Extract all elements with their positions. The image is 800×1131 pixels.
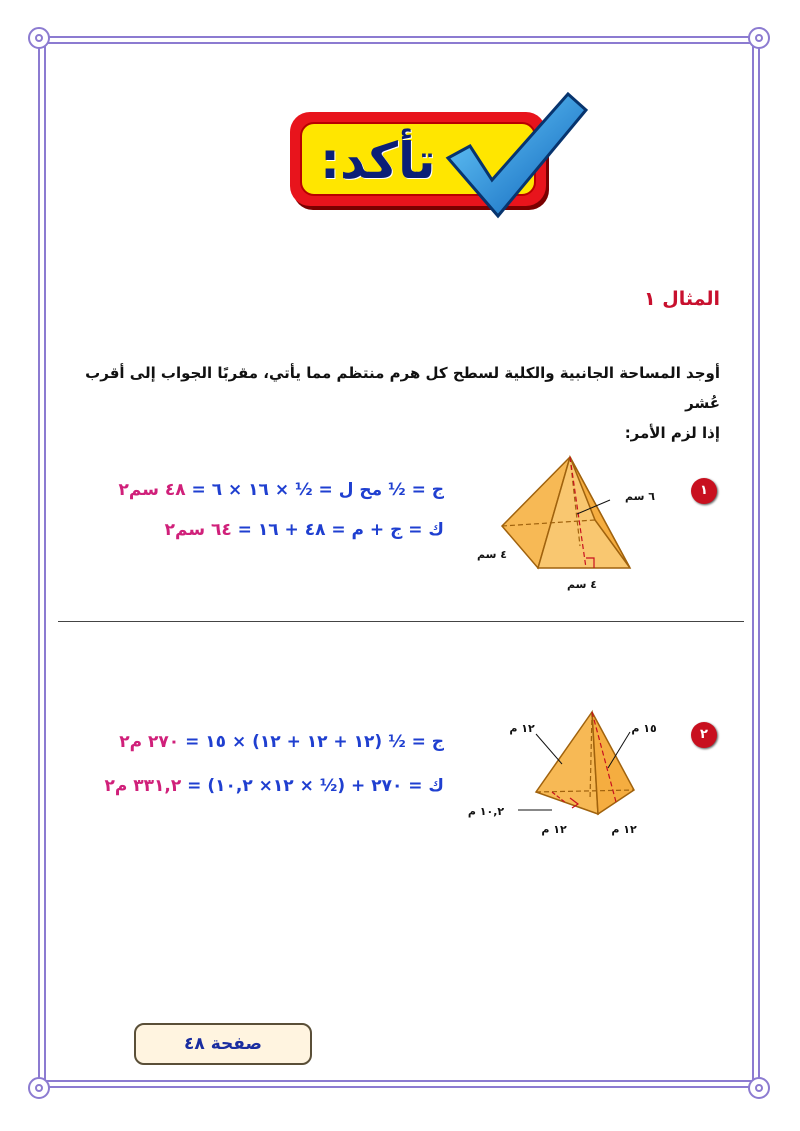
section-divider [58, 621, 744, 622]
page-number-box: صفحة ٤٨ [134, 1023, 312, 1065]
total-area-equation-2: ك = ٢٧٠ + (½ × ١٢× ١٠,٢) = ٣٣١,٢ م٢ [104, 776, 444, 796]
corner-ornament-top-left [28, 27, 50, 49]
corner-ornament-bottom-right [748, 1077, 770, 1099]
slant-height-label: ١٥ م [631, 722, 657, 735]
apothem-label: ١٠,٢ م [467, 805, 505, 818]
checkmark-icon [440, 88, 590, 228]
pyramid-figure-2 [458, 706, 668, 846]
slant-height-label: ٦ سم [625, 490, 655, 503]
base-edge-right-label: ١٢ م [611, 823, 637, 836]
corner-ornament-top-right [748, 27, 770, 49]
banner-title: تأكد: [320, 132, 436, 190]
corner-ornament-bottom-left [28, 1077, 50, 1099]
lateral-edge-label: ١٢ م [509, 722, 535, 735]
lateral-area-equation-1: ج = ½ مح ل = ½ × ١٦ × ٦ = ٤٨ سم٢ [118, 480, 444, 500]
base-edge-label: ٤ سم [567, 578, 597, 591]
side-label: ٤ سم [477, 548, 507, 561]
problem-number-badge: ٢ [691, 722, 717, 748]
problem-number-badge: ١ [691, 478, 717, 504]
pyramid-figure-1 [470, 452, 670, 602]
total-area-equation-1: ك = ج + م = ٤٨ + ١٦ = ٦٤ سم٢ [164, 520, 444, 540]
lateral-area-equation-2: ج = ½ (١٢ + ١٢ + ١٢) × ١٥ = ٢٧٠ م٢ [119, 732, 444, 752]
problem-prompt: أوجد المساحة الجانبية والكلية لسطح كل هرم منتظم مما يأتي، مقربًا الجواب إلى أقرب عُشر إذا لزم الأمر: [85, 364, 720, 442]
section-title: المثال ١ [644, 288, 720, 310]
base-edge-left-label: ١٢ م [541, 823, 567, 836]
